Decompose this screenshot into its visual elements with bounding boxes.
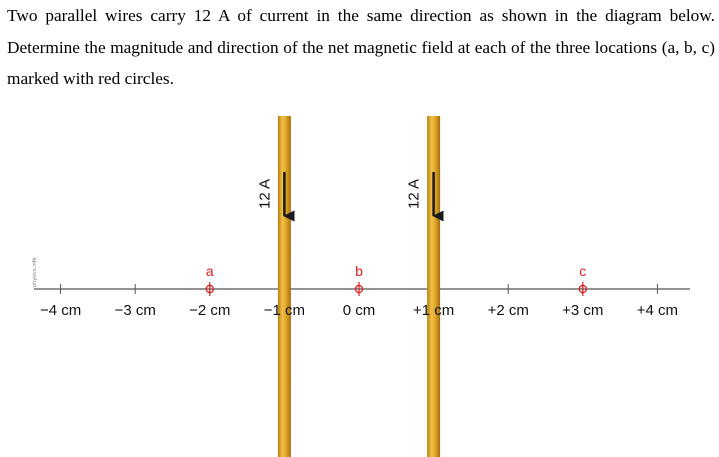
point-b bbox=[355, 263, 363, 296]
axis-tick-label: −3 cm bbox=[114, 302, 156, 319]
current-label: 12 A bbox=[405, 178, 423, 210]
axis-tick-label: −4 cm bbox=[39, 302, 82, 319]
axis-tick-label: +1 cm bbox=[412, 302, 455, 319]
point-label: b bbox=[355, 263, 363, 279]
wire-body bbox=[427, 116, 440, 457]
point-label: a bbox=[205, 263, 214, 279]
current-label: 12 A bbox=[256, 178, 274, 210]
wire-body bbox=[278, 116, 291, 457]
point-a bbox=[206, 263, 214, 296]
problem-statement: Two parallel wires carry 12 A of current in the same direction as shown in the diagram below. Determine the magnitude and direction of the net magnetic field at each of the three locations (a, b, c) marked with red circles. bbox=[7, 6, 715, 88]
wire-2 bbox=[406, 116, 441, 457]
axis-tick-label: +3 cm bbox=[562, 302, 604, 319]
axis-tick-label: −2 cm bbox=[189, 302, 231, 319]
axis-tick-label: +2 cm bbox=[487, 302, 529, 319]
axis-tick-label: 0 cm bbox=[342, 302, 376, 319]
axis-tick-label: −1 cm bbox=[263, 302, 306, 319]
wire-1 bbox=[256, 116, 291, 457]
axis-tick-label: +4 cm bbox=[636, 302, 679, 319]
watermark: physics.info bbox=[32, 257, 38, 287]
point-c bbox=[579, 263, 586, 296]
point-label: c bbox=[579, 263, 587, 279]
